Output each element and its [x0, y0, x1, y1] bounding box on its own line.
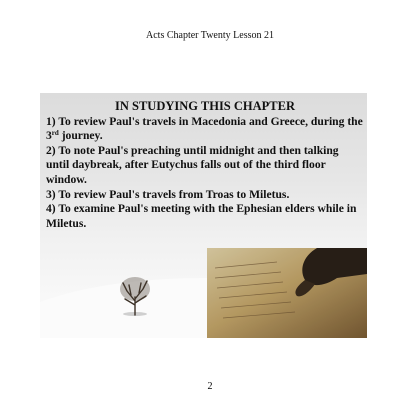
- lesson-slide: [40, 93, 367, 338]
- page-number: 2: [207, 381, 213, 392]
- ordinal-suffix: rd: [51, 129, 59, 138]
- scroll-hand-photo: [207, 248, 367, 338]
- slide-item-1-end: journey.: [58, 129, 103, 143]
- slide-title: IN STUDYING THIS CHAPTER: [114, 99, 296, 113]
- slide-item-3: 3) To review Paul's travels from Troas to Miletus.: [46, 187, 290, 201]
- page-header-title: Acts Chapter Twenty Lesson 21: [146, 30, 274, 41]
- tree-image: [115, 271, 155, 317]
- slide-item-1-text: 1) To review Paul's travels in Macedonia and Greece, during the 3: [46, 114, 363, 143]
- slide-content: [46, 99, 364, 231]
- slide-item-4: 4) To examine Paul's meeting with the Ephesian elders while in Miletus.: [46, 202, 357, 230]
- slide-item-2: 2) To note Paul's preaching until midnight and then talking until daybreak, after Eutychus falls out of the third floor window.: [46, 143, 339, 186]
- slide-item-1: [46, 115, 364, 144]
